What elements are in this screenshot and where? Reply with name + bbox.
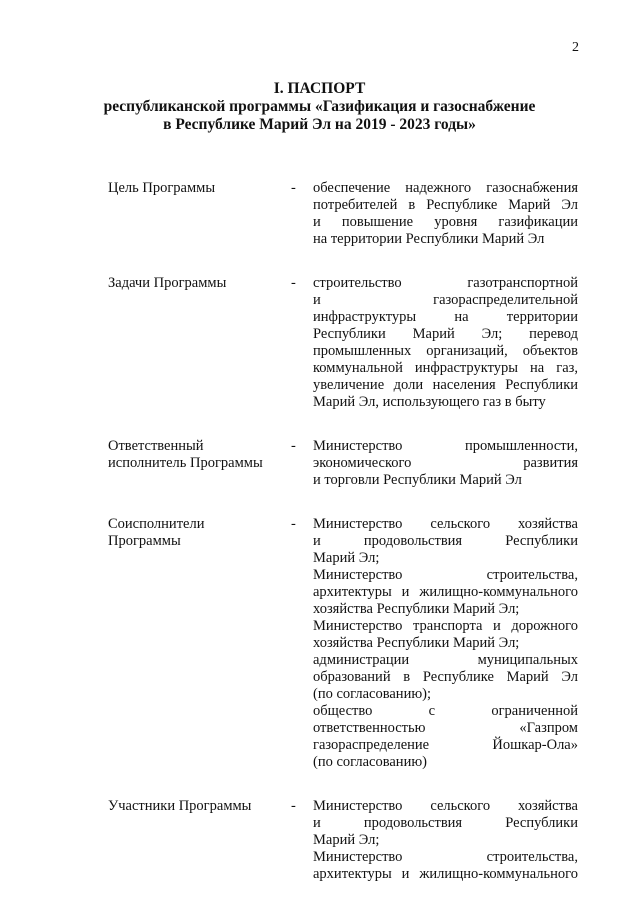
- value-line: (по согласованию): [313, 754, 427, 770]
- value-line: (по согласованию);: [313, 686, 432, 702]
- value-line: инфраструктуры на территории: [313, 309, 578, 325]
- value-line: и продовольствия Республики: [313, 815, 578, 831]
- value-line: увеличение доли населения Республики: [313, 377, 578, 393]
- value-line: архитектуры и жилищно-коммунального: [313, 584, 578, 600]
- value-line: и повышение уровня газификации: [313, 214, 578, 230]
- passport-row: [0, 438, 639, 489]
- value-line: газораспределение Йошкар-Ола»: [313, 737, 578, 753]
- value-line: промышленных организаций, объектов: [313, 343, 578, 359]
- label-line: Соисполнители: [108, 516, 205, 532]
- value-line: Марий Эл, использующего газ в быту: [313, 394, 546, 410]
- value-line: Министерство транспорта и дорожного: [313, 618, 578, 634]
- dash-separator: -: [291, 180, 296, 196]
- value-line: общество с ограниченной: [313, 703, 578, 719]
- heading-program-name-line-1: республиканской программы «Газификация и газоснабжение: [103, 98, 536, 115]
- value-line: Министерство сельского хозяйства: [313, 798, 578, 814]
- value-line: экономического развития: [313, 455, 578, 471]
- page-number: 2: [572, 40, 579, 55]
- dash-separator: -: [291, 516, 296, 532]
- passport-row: [0, 516, 639, 771]
- value-line: обеспечение надежного газоснабжения: [313, 180, 578, 196]
- value-line: коммунальной инфраструктуры на газ,: [313, 360, 578, 376]
- label-line: Цель Программы: [108, 180, 216, 196]
- value-line: хозяйства Республики Марий Эл;: [313, 635, 520, 651]
- label-line: Программы: [108, 533, 181, 549]
- passport-row-value: [313, 516, 578, 771]
- passport-row-label: [108, 798, 278, 815]
- value-line: на территории Республики Марий Эл: [313, 231, 545, 247]
- label-line: Задачи Программы: [108, 275, 227, 291]
- value-line: строительство газотранспортной: [313, 275, 578, 291]
- value-line: образований в Республике Марий Эл: [313, 669, 578, 685]
- passport-row-label: [108, 180, 278, 197]
- label-line: Участники Программы: [108, 798, 252, 814]
- dash-separator: -: [291, 438, 296, 454]
- document-heading: [0, 80, 639, 134]
- label-line: Ответственный: [108, 438, 204, 454]
- heading-section-title: I. ПАСПОРТ: [273, 80, 366, 97]
- passport-row: [0, 798, 639, 883]
- passport-row-label: [108, 516, 278, 550]
- value-line: и продовольствия Республики: [313, 533, 578, 549]
- value-line: хозяйства Республики Марий Эл;: [313, 601, 520, 617]
- passport-row-value: [313, 275, 578, 411]
- heading-program-name-line-2: в Республике Марий Эл на 2019 - 2023 годы»: [163, 116, 476, 133]
- label-line: исполнитель Программы: [108, 455, 263, 471]
- value-line: Марий Эл;: [313, 550, 380, 566]
- passport-row-value: [313, 798, 578, 883]
- passport-table: [0, 180, 639, 883]
- value-line: и газораспределительной: [313, 292, 578, 308]
- dash-separator: -: [291, 275, 296, 291]
- passport-row-label: [108, 438, 278, 472]
- passport-row-label: [108, 275, 278, 292]
- value-line: ответственностью «Газпром: [313, 720, 578, 736]
- passport-row-value: [313, 180, 578, 248]
- dash-separator: -: [291, 798, 296, 814]
- value-line: Министерство промышленности,: [313, 438, 578, 454]
- value-line: Республики Марий Эл; перевод: [313, 326, 578, 342]
- passport-row-value: [313, 438, 578, 489]
- value-line: и торговли Республики Марий Эл: [313, 472, 522, 488]
- value-line: потребителей в Республике Марий Эл: [313, 197, 578, 213]
- value-line: архитектуры и жилищно-коммунального: [313, 866, 578, 882]
- value-line: Министерство сельского хозяйства: [313, 516, 578, 532]
- value-line: Министерство строительства,: [313, 849, 578, 865]
- passport-row: [0, 180, 639, 248]
- value-line: Министерство строительства,: [313, 567, 578, 583]
- passport-row: [0, 275, 639, 411]
- value-line: администрации муниципальных: [313, 652, 578, 668]
- value-line: Марий Эл;: [313, 832, 380, 848]
